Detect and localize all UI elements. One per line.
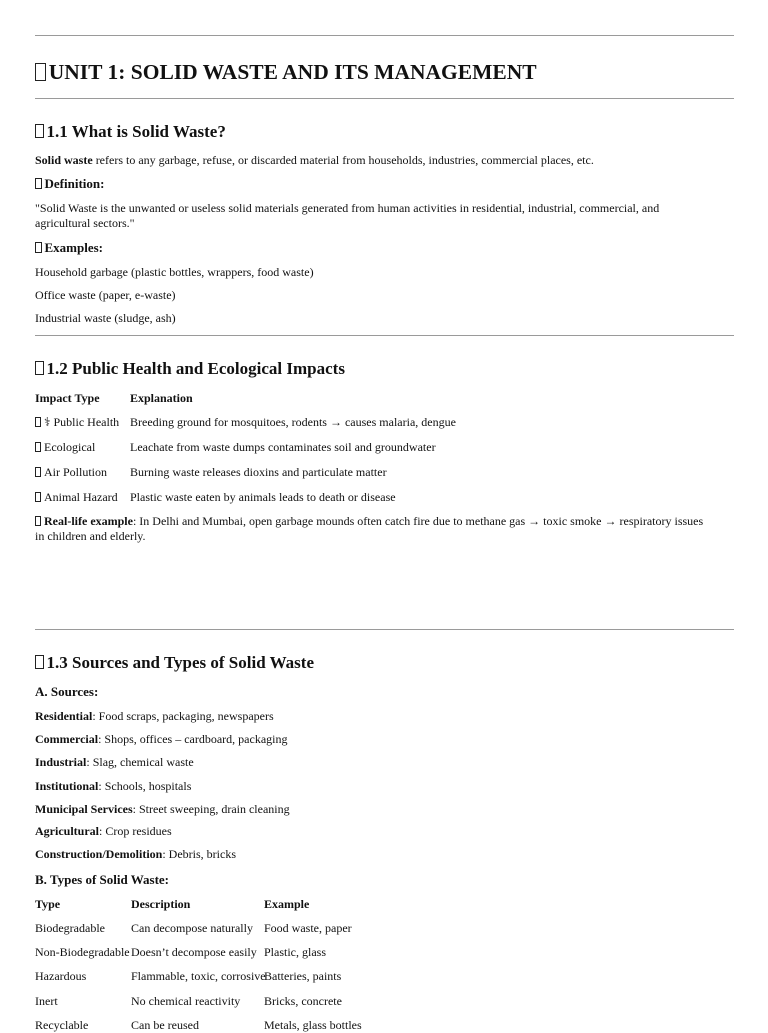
explanation-cell: Burning waste releases dioxins and particulate matter [130, 465, 387, 479]
smoke-icon [35, 467, 41, 477]
unit-title: UNIT 1: SOLID WASTE AND ITS MANAGEMENT [35, 60, 537, 85]
type-cell: Biodegradable [35, 921, 105, 935]
real-life-example [35, 514, 715, 544]
header-impact-type: Impact Type [35, 391, 100, 405]
source-item: Agricultural: Crop residues [35, 824, 172, 838]
source-item: Municipal Services: Street sweeping, drain cleaning [35, 802, 290, 816]
source-item: Commercial: Shops, offices – cardboard, packaging [35, 732, 288, 746]
intro-term: Solid waste [35, 153, 93, 167]
types-label: B. Types of Solid Waste: [35, 872, 169, 887]
source-item: Construction/Demolition: Debris, bricks [35, 847, 236, 861]
pin-icon [35, 178, 42, 189]
impact-type-cell: Air Pollution [35, 465, 107, 480]
section-1-2-heading: 1.2 Public Health and Ecological Impacts [35, 359, 345, 379]
definition-label: Definition: [35, 176, 104, 192]
type-cell: Recyclable [35, 1018, 89, 1032]
pin-icon [35, 242, 42, 253]
type-cell: Inert [35, 994, 58, 1008]
sources-label: A. Sources: [35, 684, 99, 699]
examples-label: Examples: [35, 240, 103, 256]
animal-icon [35, 492, 41, 502]
explanation-cell: Leachate from waste dumps contaminates soil and groundwater [130, 440, 436, 454]
type-cell: Hazardous [35, 969, 87, 983]
header-example: Example [264, 897, 310, 911]
source-item: Institutional: Schools, hospitals [35, 779, 192, 793]
example-cell: Metals, glass bottles [264, 1018, 362, 1032]
source-item: Residential: Food scraps, packaging, newspapers [35, 709, 274, 723]
example-item: Industrial waste (sludge, ash) [35, 311, 176, 325]
section-1-3-heading: 1.3 Sources and Types of Solid Waste [35, 653, 314, 673]
description-cell: Can decompose naturally [131, 921, 253, 935]
pin-icon [35, 516, 41, 526]
source-item: Industrial: Slag, chemical waste [35, 755, 194, 769]
description-cell: No chemical reactivity [131, 994, 241, 1008]
recycle-icon [35, 655, 44, 669]
impact-type-cell: Ecological [35, 440, 95, 455]
explanation-cell: Breeding ground for mosquitoes, rodents → causes malaria, dengue [130, 415, 456, 429]
example-cell: Bricks, concrete [264, 994, 342, 1008]
leaf-icon [35, 442, 41, 452]
header-type: Type [35, 897, 61, 911]
section-divider [35, 335, 734, 336]
title-divider [35, 98, 734, 99]
intro-text: refers to any garbage, refuse, or discarded material from households, industries, commercial places, etc. [92, 153, 594, 167]
example-item: Household garbage (plastic bottles, wrappers, food waste) [35, 265, 314, 279]
impact-type-cell: ⚕ Public Health [35, 415, 119, 430]
health-icon [35, 417, 41, 427]
description-cell: Can be reused [131, 1018, 199, 1032]
description-cell: Doesn’t decompose easily [131, 945, 257, 959]
header-explanation: Explanation [130, 391, 193, 405]
explanation-cell: Plastic waste eaten by animals leads to death or disease [130, 490, 396, 504]
book-icon [35, 63, 46, 81]
real-life-text: : In Delhi and Mumbai, open garbage mounds often catch fire due to methane gas → toxic smoke → respiratory issues in children and elderly. [35, 514, 704, 543]
impact-type-cell: Animal Hazard [35, 490, 118, 505]
section-divider [35, 629, 734, 630]
definition-text: "Solid Waste is the unwanted or useless solid materials generated from human activities in residential, industrial, commercial, and agricultural sectors." [35, 201, 660, 230]
type-cell: Non-Biodegradable [35, 945, 130, 959]
example-item: Office waste (paper, e-waste) [35, 288, 176, 302]
example-cell: Batteries, paints [264, 969, 342, 983]
trash-icon [35, 124, 44, 138]
example-cell: Plastic, glass [264, 945, 326, 959]
header-description: Description [131, 897, 191, 911]
intro-paragraph [35, 153, 715, 168]
top-divider [35, 35, 734, 36]
description-cell: Flammable, toxic, corrosive [131, 969, 266, 983]
example-cell: Food waste, paper [264, 921, 352, 935]
section-1-1-heading: 1.1 What is Solid Waste? [35, 122, 226, 142]
real-life-label: Real-life example [44, 514, 133, 528]
warning-icon [35, 361, 44, 375]
